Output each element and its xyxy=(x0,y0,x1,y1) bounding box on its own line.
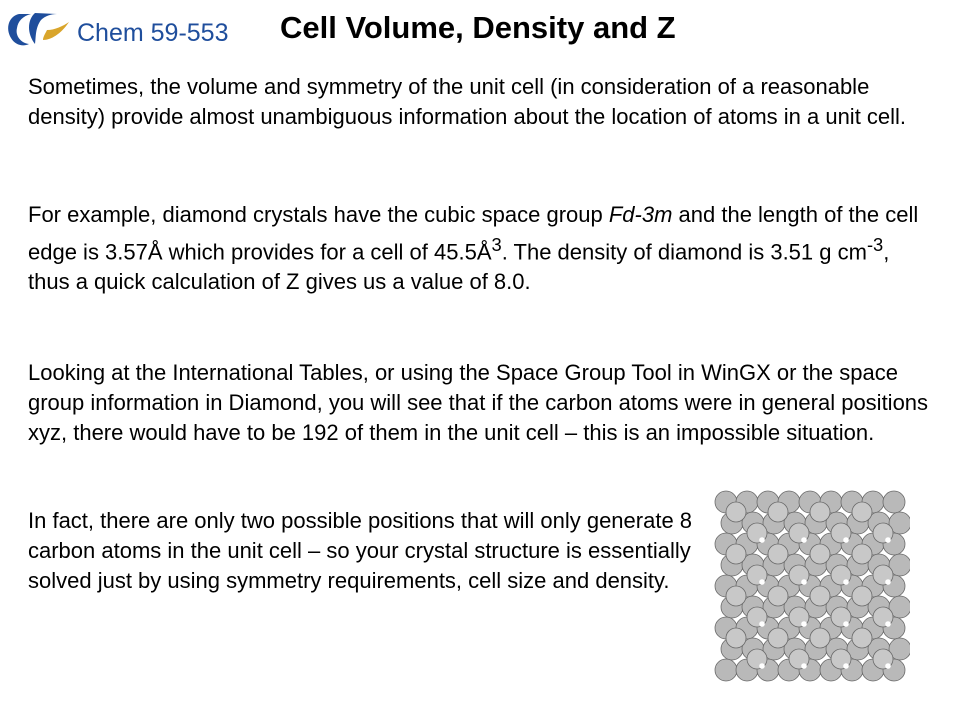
university-logo-icon xyxy=(5,10,73,50)
diamond-lattice-image xyxy=(712,488,910,688)
atom-sphere xyxy=(852,502,872,522)
paragraph-conclusion: In fact, there are only two possible positions that will only generate 8 carbon atoms in the unit cell – so your crystal structure is essentially solved just by using symmetry requirements, cell size and density. xyxy=(28,508,693,593)
atom-sphere xyxy=(768,544,788,564)
atom-sphere xyxy=(844,622,849,627)
paragraph-diamond-example xyxy=(28,200,933,297)
atom-sphere xyxy=(844,538,849,543)
atom-sphere xyxy=(886,538,891,543)
atom-sphere xyxy=(883,491,905,513)
atom-sphere xyxy=(760,538,765,543)
atom-sphere xyxy=(715,659,737,681)
atom-sphere xyxy=(852,586,872,606)
atom-sphere xyxy=(852,628,872,648)
atom-sphere xyxy=(844,664,849,669)
atom-sphere xyxy=(768,628,788,648)
p2-text-1: For example, diamond crystals have the cubic space group xyxy=(28,202,609,227)
slide-title: Cell Volume, Density and Z xyxy=(280,10,676,45)
atom-sphere xyxy=(768,502,788,522)
atom-sphere xyxy=(802,622,807,627)
atom-sphere xyxy=(768,586,788,606)
p2-text-4: , thus a quick calculation of Z gives us a value of 8.0. xyxy=(28,239,890,295)
atom-sphere xyxy=(810,628,830,648)
atom-sphere xyxy=(802,580,807,585)
atom-sphere xyxy=(760,664,765,669)
paragraph-intro: Sometimes, the volume and symmetry of the unit cell (in consideration of a reasonable density) provide almost unambiguous information about the location of atoms in a unit cell. xyxy=(28,74,907,129)
atom-sphere xyxy=(886,622,891,627)
atom-sphere xyxy=(760,622,765,627)
atom-sphere xyxy=(844,580,849,585)
volume-exponent: 3 xyxy=(491,234,502,255)
atom-sphere xyxy=(802,664,807,669)
atom-sphere xyxy=(726,502,746,522)
paragraph-international-tables: Looking at the International Tables, or using the Space Group Tool in WinGX or the space group information in Diamond, you will see that if the carbon atoms were in general positions xyz, there would have to be 192 of them in the unit cell – this is an impossible situation. xyxy=(28,360,929,445)
p2-text-3: . The density of diamond is 3.51 g cm xyxy=(501,239,867,265)
atom-sphere xyxy=(802,538,807,543)
atom-sphere xyxy=(726,544,746,564)
atom-sphere xyxy=(852,544,872,564)
atom-sphere xyxy=(810,502,830,522)
atom-sphere xyxy=(886,664,891,669)
atom-sphere xyxy=(810,544,830,564)
atom-sphere xyxy=(760,580,765,585)
atom-sphere xyxy=(726,586,746,606)
atom-sphere xyxy=(886,580,891,585)
p2-text-2: and the length of the cell edge is 3.57Å which provides for a cell of 45.5Å xyxy=(28,202,919,265)
space-group-label: Fd-3m xyxy=(608,202,673,227)
density-exponent: -3 xyxy=(866,234,884,255)
course-code: Chem 59-553 xyxy=(77,19,229,47)
atom-sphere xyxy=(726,628,746,648)
atom-sphere xyxy=(810,586,830,606)
